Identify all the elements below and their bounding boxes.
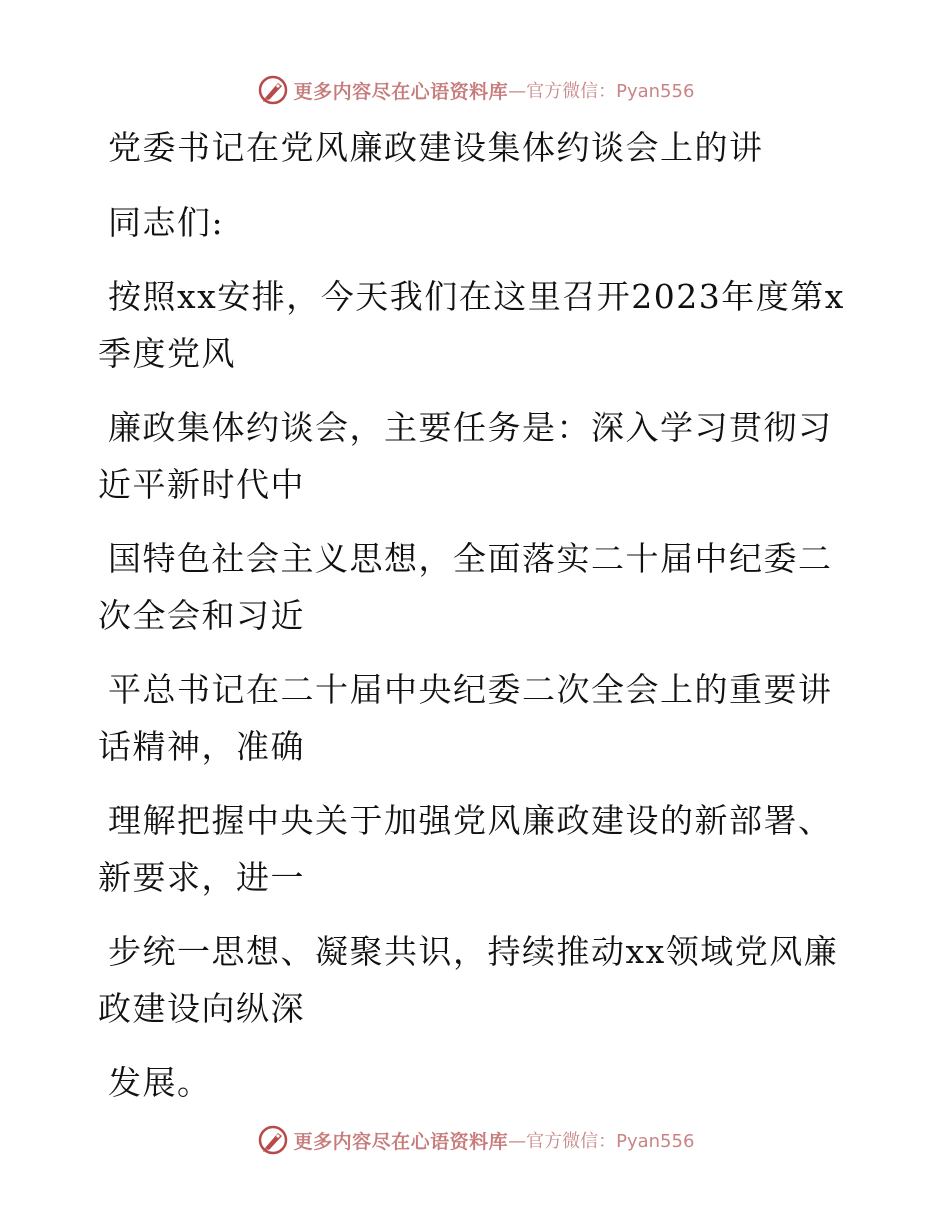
text-line: 新要求，进一 (98, 858, 305, 897)
text-line: 近平新时代中 (98, 465, 305, 504)
text-line: 按照xx安排，今天我们在这里召开2023年度第x (108, 277, 845, 316)
pen-logo-icon (256, 73, 290, 107)
text-line: 政建设向纵深 (98, 989, 305, 1028)
text-line: 平总书记在二十届中央纪委二次全会上的重要讲 (108, 670, 833, 709)
banner-sub-text: —官方微信：Pyan556 (508, 81, 695, 102)
text-line: 步统一思想、凝聚共识，持续推动xx领域党风廉 (108, 932, 839, 971)
text-line: 廉政集体约谈会，主要任务是：深入学习贯彻习 (108, 408, 833, 447)
document-title: 党委书记在党风廉政建设集体约谈会上的讲 (108, 128, 764, 167)
pen-logo-icon (256, 1123, 290, 1157)
text-line: 季度党风 (98, 334, 236, 373)
banner-main-text: 更多内容尽在心语资料库 (293, 80, 509, 103)
text-line: 同志们: (108, 203, 225, 242)
footer-banner (0, 1120, 950, 1160)
text-line: 发展。 (108, 1063, 212, 1102)
text-line: 话精神，准确 (98, 727, 305, 766)
text-line: 次全会和习近 (98, 596, 305, 635)
banner-sub-text: —官方微信：Pyan556 (508, 1131, 695, 1152)
text-line: 理解把握中央关于加强党风廉政建设的新部署、 (108, 801, 833, 840)
text-line: 国特色社会主义思想，全面落实二十届中纪委二 (108, 539, 833, 578)
banner-main-text: 更多内容尽在心语资料库 (293, 1130, 509, 1153)
header-banner (0, 70, 950, 110)
